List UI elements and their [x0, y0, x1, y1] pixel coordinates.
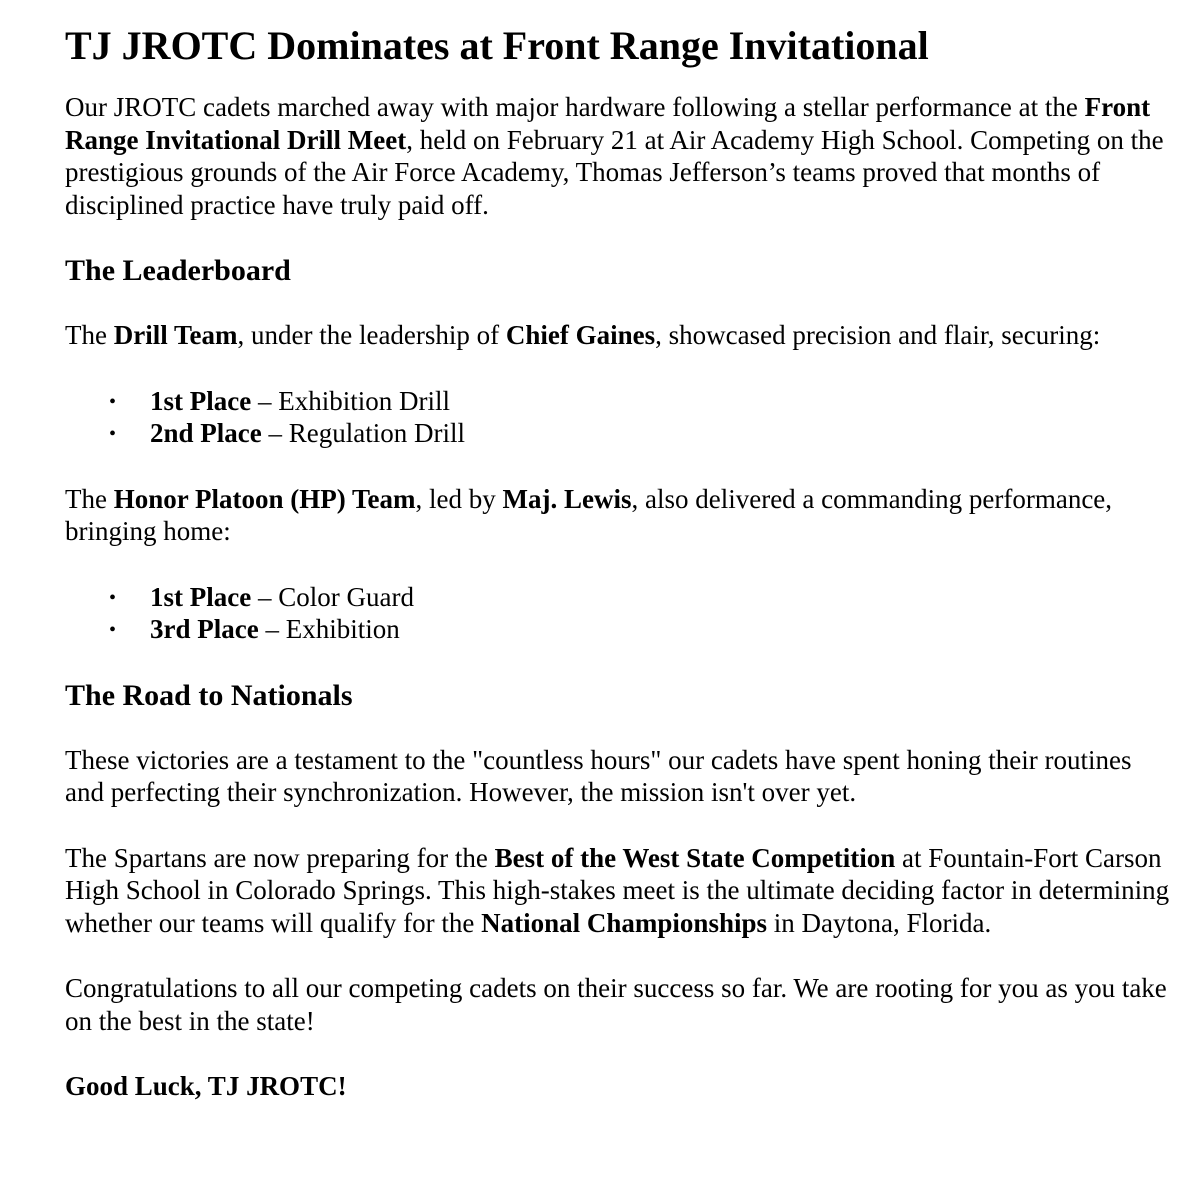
drill-team-leader: Chief Gaines [505, 320, 656, 350]
result-event: – Exhibition [258, 614, 400, 644]
bullet-icon: • [109, 390, 117, 413]
honor-platoon-paragraph [65, 483, 1170, 548]
result-event: – Exhibition Drill [251, 385, 450, 416]
nationals-heading: The Road to Nationals [65, 678, 353, 712]
state-text-2: at Fountain-Fort Carson High School in Colorado Springs. This high-stakes meet is the ultimate deciding factor in determining whether our teams will qualify for the [65, 842, 1170, 938]
hp-team-leader: Maj. Lewis [502, 483, 632, 514]
state-competition-paragraph [65, 842, 1170, 940]
result-place: 2nd Place [150, 418, 262, 448]
state-text-3: in Daytona, Florida. [767, 907, 992, 938]
hp-text-2: , led by [415, 483, 503, 514]
result-place: 1st Place [150, 385, 252, 416]
hp-text-3: , also delivered a commanding performance, bringing home: [65, 483, 1113, 546]
drill-text-1: The [65, 320, 114, 350]
drill-text-2: , under the leadership of [237, 320, 506, 350]
intro-paragraph [65, 91, 1170, 221]
list-item [65, 417, 1170, 450]
list-item [65, 385, 1170, 418]
state-competition-name: Best of the West State Competition [494, 842, 896, 873]
hp-text-1: The [65, 483, 114, 514]
intro-text-2: , held on February 21 at Air Academy High School. Competing on the prestigious grounds of the Air Force Academy, Thomas Jefferson’s teams proved that months of disciplined practice have truly paid off. [65, 124, 1164, 220]
article-title: TJ JROTC Dominates at Front Range Invitational [65, 23, 929, 68]
hp-team-name: Honor Platoon (HP) Team [113, 483, 416, 514]
drill-team-paragraph [65, 319, 1170, 352]
bullet-icon: • [109, 423, 117, 445]
list-item [65, 581, 1170, 614]
bullet-icon: • [109, 619, 117, 641]
congratulations-paragraph: Congratulations to all our competing cadets on their success so far. We are rooting for you as you take on the best in the state! [65, 973, 1167, 1036]
state-text-1: The Spartans are now preparing for the [65, 842, 495, 873]
leaderboard-heading: The Leaderboard [65, 254, 291, 287]
intro-event-name: Front Range Invitational Drill Meet [65, 92, 1151, 155]
drill-results-list [65, 385, 1170, 450]
list-item [65, 613, 1170, 646]
result-place: 1st Place [150, 581, 252, 612]
result-event: – Color Guard [251, 581, 414, 612]
hp-results-list [65, 581, 1170, 646]
signoff [65, 1070, 1170, 1103]
result-place: 3rd Place [150, 614, 259, 644]
intro-text-1: Our JROTC cadets marched away with major hardware following a stellar performance at the [65, 92, 1085, 122]
victories-paragraph: These victories are a testament to the "countless hours" our cadets have spent honing their routines and perfecting their synchronization. However, the mission isn't over yet. [65, 744, 1132, 807]
drill-team-name: Drill Team [113, 320, 238, 350]
drill-text-3: , showcased precision and flair, securing: [655, 320, 1101, 350]
signoff-text: Good Luck, TJ JROTC! [65, 1071, 347, 1101]
result-event: – Regulation Drill [261, 418, 465, 448]
bullet-icon: • [109, 586, 117, 609]
national-championships-name: National Championships [481, 907, 767, 938]
